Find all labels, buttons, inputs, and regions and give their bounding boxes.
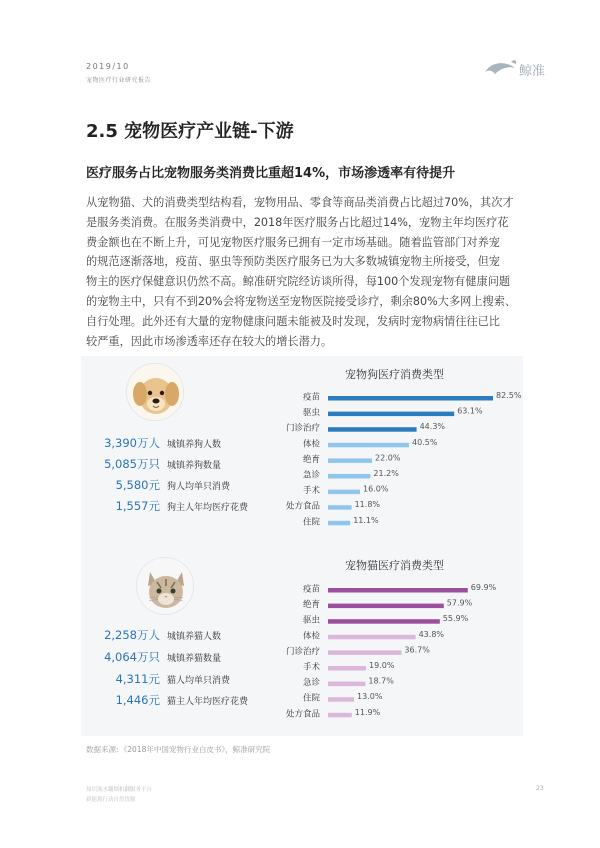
dog-category-label: 急诊	[302, 470, 320, 481]
cat-stat-value: 1,446元	[115, 693, 160, 707]
cat-bar	[328, 619, 440, 624]
body-line: 的宠物主中，只有不到20%会将宠物送至宠物医院接受诊疗，剩余80%大多网上搜索、	[86, 294, 517, 308]
cat-stat-value: 2,258万人	[104, 628, 160, 642]
data-source: 数据来源：《2018年中国宠物行业白皮书》，鲸准研究院	[86, 745, 271, 754]
cat-avatar	[136, 557, 194, 615]
cat-value-label: 11.9%	[354, 707, 381, 717]
dog-bar	[328, 490, 360, 495]
cat-category-label: 住院	[302, 693, 320, 704]
report-date: 2019/10	[86, 62, 130, 71]
cat-value-label: 18.7%	[368, 676, 394, 686]
cat-category-label: 绝育	[302, 600, 320, 611]
cat-value-label: 19.0%	[369, 661, 395, 670]
body-line: 费金额也在不断上升，可见宠物医疗服务已拥有一定市场基础。随着监管部门对养宠	[86, 235, 500, 249]
brand-name: 鲸准	[519, 64, 546, 79]
dog-category-label: 门诊治疗	[285, 423, 320, 434]
footer-line: 新能源行动自然资源	[86, 797, 136, 803]
dog-value-label: 22.0%	[375, 453, 401, 463]
footer-line: 知识流水翻烟机翻服务平台	[86, 787, 153, 793]
dog-value-label: 16.0%	[363, 484, 389, 494]
dog-bar	[328, 443, 409, 448]
section-title: 2.5 宠物医疗产业链-下游	[86, 121, 294, 142]
body-line: 的规范逐渐落地，疫苗、驱虫等预防类医疗服务已为大多数城镇宠物主所接受，但宠	[86, 255, 500, 269]
dog-bar	[328, 474, 370, 479]
cat-value-label: 55.9%	[442, 614, 469, 624]
dog-medical-chart	[270, 388, 540, 530]
dog-category-label: 住院	[302, 517, 320, 528]
cat-category-label: 驱虫	[302, 615, 320, 626]
cat-bar	[328, 604, 444, 609]
dog-category-label: 手术	[302, 486, 320, 497]
dog-stat-label: 狗人均单只消费	[167, 482, 231, 492]
cat-icon	[137, 558, 194, 615]
body-paragraph	[86, 193, 518, 351]
body-line: 物主的医疗保健意识仍然不高。鲸准研究院经访谈所得，每100个发现宠物有健康问题	[86, 275, 511, 289]
body-line: 从宠物猫、犬的消费类型结构看，宠物用品、零食等商品类消费占比超过70%，其次才	[86, 196, 514, 209]
report-title: 宠物医疗行业研究报告	[86, 77, 152, 84]
cat-chart-title: 宠物猫医疗消费类型	[345, 559, 444, 572]
page-number: 23	[536, 785, 544, 792]
dog-icon	[127, 364, 184, 421]
dog-bar	[328, 412, 454, 417]
cat-bar	[328, 588, 468, 593]
dog-value-label: 82.5%	[496, 391, 522, 400]
dog-stat-label: 城镇养狗人数	[167, 440, 222, 450]
cat-value-label: 43.8%	[418, 629, 445, 639]
cat-category-label: 手术	[302, 662, 320, 673]
cat-bar	[328, 697, 354, 702]
cat-bar	[328, 650, 401, 655]
cat-category-label: 门诊治疗	[285, 646, 320, 657]
dog-chart-title: 宠物狗医疗消费类型	[345, 368, 444, 381]
dog-bar	[328, 427, 417, 432]
cat-value-label: 69.9%	[470, 583, 497, 592]
cat-medical-chart	[270, 580, 540, 722]
dog-value-label: 11.8%	[354, 500, 381, 510]
dog-bar	[328, 396, 493, 401]
body-line: 是服务类消费。在服务类消费中，2018年医疗服务占比超过14%，宠物主年均医疗花	[86, 215, 509, 229]
cat-bar	[328, 682, 365, 687]
dog-category-label: 驱虫	[302, 408, 320, 419]
dog-category-label: 绝育	[302, 454, 320, 465]
cat-bar	[328, 635, 416, 640]
cat-category-label: 体检	[302, 631, 320, 642]
cat-category-label: 疫苗	[302, 584, 320, 595]
cat-value-label: 36.7%	[404, 645, 430, 655]
cat-value-label: 13.0%	[357, 692, 383, 702]
dog-stat-value: 3,390万人	[104, 436, 160, 450]
cat-bar	[328, 713, 352, 718]
cat-category-label: 处方食品	[285, 709, 320, 720]
cat-value-label: 57.9%	[446, 598, 473, 608]
cat-bar	[328, 666, 366, 671]
cat-stat-label: 城镇养猫数量	[167, 654, 222, 664]
body-line: 较严重，因此市场渗透率还存在较大的增长潜力。	[86, 334, 333, 348]
dog-stat-value: 5,580元	[115, 478, 160, 492]
body-line: 自行处理。此外还有大量的宠物健康问题未能被及时发现，发病时宠物病情往往已比	[86, 314, 500, 328]
dog-stat-label: 狗主人年均医疗花费	[167, 503, 249, 513]
dog-bar	[328, 505, 352, 510]
dog-category-label: 疫苗	[302, 392, 320, 403]
cat-stat-label: 城镇养猫人数	[167, 632, 222, 642]
dog-bar	[328, 458, 372, 463]
dog-category-label: 体检	[302, 439, 320, 450]
cat-stat-value: 4,311元	[115, 672, 160, 686]
section-subtitle: 医疗服务占比宠物服务类消费比重超14%，市场渗透率有待提升	[86, 166, 456, 181]
cat-stat-label: 猫人均单只消费	[167, 676, 231, 686]
dog-bar	[328, 521, 350, 526]
dog-value-label: 63.1%	[457, 406, 483, 416]
dog-value-label: 40.5%	[412, 437, 438, 447]
dog-category-label: 处方食品	[285, 501, 320, 512]
cat-stat-label: 猫主人年均医疗花费	[167, 697, 249, 707]
dog-value-label: 11.1%	[353, 515, 379, 525]
dog-value-label: 44.3%	[419, 422, 446, 432]
cat-category-label: 急诊	[302, 678, 320, 689]
dog-avatar	[126, 363, 184, 421]
dog-stat-label: 城镇养狗数量	[167, 461, 222, 471]
dog-stat-value: 5,085万只	[104, 457, 160, 471]
cat-stat-value: 4,064万只	[104, 650, 160, 664]
dog-stat-value: 1,557元	[115, 499, 160, 513]
dog-value-label: 21.2%	[373, 469, 399, 478]
